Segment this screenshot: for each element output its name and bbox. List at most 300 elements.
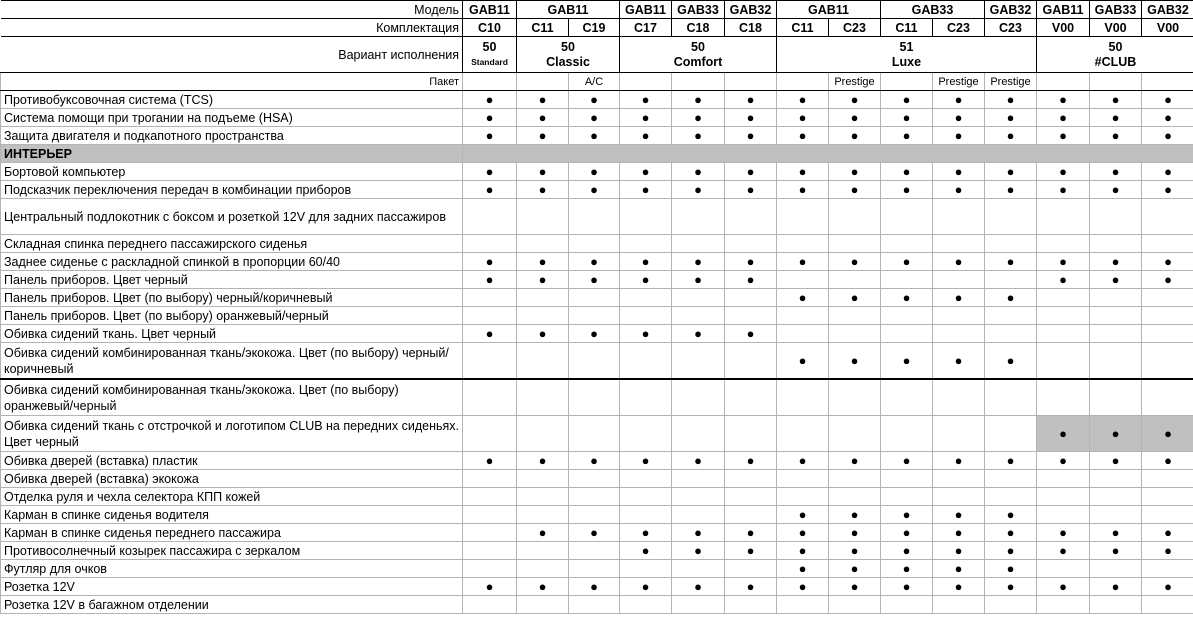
availability-dot: ● — [569, 163, 620, 181]
empty-cell — [725, 488, 777, 506]
empty-cell — [569, 307, 620, 325]
table-row — [1, 307, 1193, 325]
availability-dot: ● — [1090, 578, 1142, 596]
empty-cell — [463, 307, 517, 325]
availability-dot: ● — [620, 542, 672, 560]
availability-dot: ● — [985, 109, 1037, 127]
empty-cell — [620, 235, 672, 253]
model-cell: GAB11 — [777, 1, 881, 19]
empty-cell — [672, 560, 725, 578]
availability-dot: ● — [933, 578, 985, 596]
model-cell: GAB11 — [620, 1, 672, 19]
availability-dot: ● — [1090, 127, 1142, 145]
empty-cell — [725, 307, 777, 325]
empty-cell — [620, 506, 672, 524]
empty-cell — [881, 488, 933, 506]
empty-cell — [1090, 506, 1142, 524]
availability-dot: ● — [725, 163, 777, 181]
table-row — [1, 596, 1193, 614]
empty-cell — [463, 416, 517, 452]
empty-cell — [985, 596, 1037, 614]
availability-dot: ● — [620, 109, 672, 127]
empty-cell — [1037, 325, 1090, 343]
variant-classic — [517, 37, 620, 73]
availability-dot: ● — [829, 524, 881, 542]
empty-cell — [933, 470, 985, 488]
empty-cell — [672, 307, 725, 325]
availability-dot: ● — [569, 253, 620, 271]
empty-cell — [1142, 199, 1193, 235]
availability-dot: ● — [1142, 542, 1193, 560]
feature-label: Складная спинка переднего пассажирского сиденья — [1, 235, 463, 253]
empty-cell — [1142, 596, 1193, 614]
empty-cell — [881, 325, 933, 343]
availability-dot: ● — [933, 343, 985, 380]
model-cell: GAB33 — [1090, 1, 1142, 19]
availability-dot: ● — [672, 91, 725, 109]
empty-cell — [829, 307, 881, 325]
empty-cell — [517, 379, 569, 416]
table-row — [1, 271, 1193, 289]
variant-name: Luxe — [891, 54, 922, 69]
availability-dot: ● — [463, 127, 517, 145]
empty-cell — [777, 199, 829, 235]
feature-label: Футляр для очков — [1, 560, 463, 578]
empty-cell — [1090, 307, 1142, 325]
model-cell: GAB11 — [517, 1, 620, 19]
trim-cell: V00 — [1142, 19, 1193, 37]
trim-cell: V00 — [1090, 19, 1142, 37]
availability-dot: ● — [1037, 452, 1090, 470]
availability-dot: ● — [1142, 163, 1193, 181]
table-row — [1, 506, 1193, 524]
table-row — [1, 470, 1193, 488]
feature-label: Защита двигателя и подкапотного пространства — [1, 127, 463, 145]
availability-dot: ● — [777, 578, 829, 596]
availability-dot: ● — [1142, 181, 1193, 199]
empty-cell — [517, 470, 569, 488]
availability-dot: ● — [933, 253, 985, 271]
availability-dot: ● — [933, 560, 985, 578]
availability-dot: ● — [1142, 91, 1193, 109]
availability-dot: ● — [1090, 271, 1142, 289]
availability-dot: ● — [569, 325, 620, 343]
empty-cell — [933, 596, 985, 614]
empty-cell — [1037, 488, 1090, 506]
package-cell: Prestige — [829, 73, 881, 91]
availability-dot: ● — [881, 578, 933, 596]
feature-label: Панель приборов. Цвет (по выбору) черный/коричневый — [1, 289, 463, 307]
empty-cell — [569, 199, 620, 235]
table-row — [1, 325, 1193, 343]
availability-dot: ● — [933, 181, 985, 199]
empty-cell — [517, 506, 569, 524]
empty-cell — [620, 379, 672, 416]
empty-cell — [569, 416, 620, 452]
empty-cell — [569, 488, 620, 506]
availability-dot: ● — [777, 109, 829, 127]
availability-dot: ● — [777, 542, 829, 560]
header-row-variant — [1, 37, 1193, 73]
availability-dot: ● — [672, 325, 725, 343]
availability-dot: ● — [1090, 452, 1142, 470]
availability-dot: ● — [569, 181, 620, 199]
empty-cell — [517, 199, 569, 235]
model-cell: GAB32 — [725, 1, 777, 19]
empty-cell — [463, 379, 517, 416]
empty-cell — [777, 235, 829, 253]
availability-dot: ● — [777, 91, 829, 109]
empty-cell — [1142, 307, 1193, 325]
availability-dot: ● — [829, 343, 881, 380]
section-row-interior — [1, 145, 1193, 163]
model-cell: GAB33 — [881, 1, 985, 19]
availability-dot: ● — [829, 452, 881, 470]
empty-cell — [569, 343, 620, 380]
availability-dot: ● — [725, 325, 777, 343]
empty-cell — [620, 488, 672, 506]
feature-label: Розетка 12V в багажном отделении — [1, 596, 463, 614]
empty-cell — [985, 488, 1037, 506]
feature-label: Противосолнечный козырек пассажира с зеркалом — [1, 542, 463, 560]
variant-luxe — [777, 37, 1037, 73]
availability-dot: ● — [569, 452, 620, 470]
availability-dot: ● — [777, 127, 829, 145]
variant-name: Standard — [471, 56, 508, 67]
table-row — [1, 379, 1193, 416]
empty-cell — [777, 379, 829, 416]
availability-dot: ● — [672, 109, 725, 127]
package-cell — [517, 73, 569, 91]
availability-dot: ● — [1090, 253, 1142, 271]
availability-dot: ● — [725, 524, 777, 542]
package-cell — [1090, 73, 1142, 91]
empty-cell — [985, 470, 1037, 488]
availability-dot: ● — [1090, 91, 1142, 109]
availability-dot: ● — [725, 271, 777, 289]
empty-cell — [620, 307, 672, 325]
empty-cell — [829, 325, 881, 343]
feature-label: Бортовой компьютер — [1, 163, 463, 181]
variant-standard — [463, 37, 517, 73]
availability-dot: ● — [933, 452, 985, 470]
empty-cell — [1142, 289, 1193, 307]
empty-cell — [672, 235, 725, 253]
variant-number: 50 — [561, 39, 575, 54]
table-row — [1, 163, 1193, 181]
variant-comfort — [620, 37, 777, 73]
table-row — [1, 416, 1193, 452]
empty-cell — [569, 470, 620, 488]
empty-cell — [1037, 289, 1090, 307]
availability-dot: ● — [463, 181, 517, 199]
availability-dot: ● — [1142, 253, 1193, 271]
feature-label: Подсказчик переключения передач в комбинации приборов — [1, 181, 463, 199]
empty-cell — [1090, 488, 1142, 506]
availability-dot: ● — [829, 542, 881, 560]
model-cell: GAB33 — [672, 1, 725, 19]
availability-dot: ● — [985, 452, 1037, 470]
availability-dot: ● — [517, 271, 569, 289]
availability-dot: ● — [1090, 163, 1142, 181]
empty-cell — [725, 289, 777, 307]
availability-dot: ● — [725, 181, 777, 199]
table-row — [1, 127, 1193, 145]
availability-dot: ● — [672, 181, 725, 199]
availability-dot: ● — [985, 506, 1037, 524]
empty-cell — [672, 199, 725, 235]
availability-dot: ● — [881, 343, 933, 380]
availability-dot: ● — [1090, 542, 1142, 560]
availability-dot: ● — [1037, 524, 1090, 542]
feature-label: Розетка 12V — [1, 578, 463, 596]
availability-dot: ● — [1142, 452, 1193, 470]
empty-cell — [933, 379, 985, 416]
trim-cell: C18 — [672, 19, 725, 37]
empty-cell — [1090, 596, 1142, 614]
variant-name: #CLUB — [1094, 54, 1137, 69]
empty-cell — [829, 379, 881, 416]
availability-dot: ● — [672, 127, 725, 145]
availability-dot: ● — [985, 560, 1037, 578]
empty-cell — [829, 470, 881, 488]
variant-number: 50 — [1108, 39, 1123, 54]
availability-dot: ● — [569, 127, 620, 145]
package-cell — [672, 73, 725, 91]
empty-cell — [1090, 470, 1142, 488]
availability-dot: ● — [829, 560, 881, 578]
trim-cell: C19 — [569, 19, 620, 37]
availability-dot: ● — [881, 560, 933, 578]
availability-dot: ● — [1037, 578, 1090, 596]
availability-dot: ● — [672, 542, 725, 560]
empty-cell — [933, 307, 985, 325]
availability-dot: ● — [672, 578, 725, 596]
availability-dot: ● — [672, 163, 725, 181]
availability-dot: ● — [933, 506, 985, 524]
empty-cell — [1090, 325, 1142, 343]
availability-dot: ● — [463, 271, 517, 289]
empty-cell — [985, 325, 1037, 343]
package-cell: Prestige — [985, 73, 1037, 91]
availability-dot: ● — [881, 452, 933, 470]
availability-dot: ● — [829, 109, 881, 127]
availability-dot: ● — [1037, 271, 1090, 289]
availability-dot: ● — [517, 524, 569, 542]
availability-dot: ● — [829, 578, 881, 596]
availability-dot: ● — [985, 91, 1037, 109]
empty-cell — [620, 596, 672, 614]
empty-cell — [1037, 596, 1090, 614]
trim-cell: C11 — [517, 19, 569, 37]
availability-dot: ● — [517, 578, 569, 596]
feature-label: Заднее сиденье с раскладной спинкой в пропорции 60/40 — [1, 253, 463, 271]
availability-dot: ● — [463, 578, 517, 596]
availability-dot: ● — [672, 452, 725, 470]
empty-cell — [620, 343, 672, 380]
package-cell — [1037, 73, 1090, 91]
availability-dot: ● — [620, 181, 672, 199]
empty-cell — [777, 470, 829, 488]
empty-cell — [620, 416, 672, 452]
empty-cell — [620, 560, 672, 578]
availability-dot: ● — [881, 542, 933, 560]
availability-dot: ● — [1142, 416, 1193, 452]
availability-dot: ● — [517, 181, 569, 199]
feature-label: Обивка сидений комбинированная ткань/экокожа. Цвет (по выбору) черный/коричневый — [1, 343, 463, 380]
empty-cell — [933, 325, 985, 343]
availability-dot: ● — [881, 109, 933, 127]
availability-dot: ● — [985, 343, 1037, 380]
availability-dot: ● — [1037, 416, 1090, 452]
availability-dot: ● — [463, 253, 517, 271]
trim-label: Комплектация — [1, 19, 463, 37]
empty-cell — [463, 506, 517, 524]
empty-cell — [985, 199, 1037, 235]
trim-cell: C11 — [881, 19, 933, 37]
availability-dot: ● — [829, 253, 881, 271]
empty-cell — [620, 289, 672, 307]
table-row — [1, 488, 1193, 506]
empty-cell — [672, 416, 725, 452]
empty-cell — [777, 416, 829, 452]
empty-cell — [517, 289, 569, 307]
empty-cell — [881, 379, 933, 416]
empty-cell — [829, 199, 881, 235]
package-cell — [725, 73, 777, 91]
empty-cell — [725, 379, 777, 416]
model-cell: GAB11 — [463, 1, 517, 19]
empty-cell — [463, 542, 517, 560]
empty-cell — [881, 271, 933, 289]
availability-dot: ● — [620, 127, 672, 145]
feature-label: Обивка сидений комбинированная ткань/экокожа. Цвет (по выбору) оранжевый/черный — [1, 379, 463, 416]
availability-dot: ● — [777, 289, 829, 307]
variant-name: Comfort — [673, 54, 723, 69]
empty-cell — [672, 343, 725, 380]
empty-cell — [985, 271, 1037, 289]
variant-label: Вариант исполнения — [1, 37, 463, 73]
availability-dot: ● — [777, 506, 829, 524]
empty-cell — [569, 596, 620, 614]
empty-cell — [725, 199, 777, 235]
model-cell: GAB11 — [1037, 1, 1090, 19]
availability-dot: ● — [1142, 578, 1193, 596]
trim-cell: C17 — [620, 19, 672, 37]
table-row — [1, 253, 1193, 271]
empty-cell — [1037, 470, 1090, 488]
table-row — [1, 235, 1193, 253]
empty-cell — [463, 199, 517, 235]
empty-cell — [1142, 560, 1193, 578]
package-cell: A/C — [569, 73, 620, 91]
availability-dot: ● — [620, 578, 672, 596]
availability-dot: ● — [569, 91, 620, 109]
empty-cell — [463, 470, 517, 488]
header-row-package — [1, 73, 1193, 91]
availability-dot: ● — [620, 271, 672, 289]
trim-cell: C23 — [933, 19, 985, 37]
empty-cell — [1037, 379, 1090, 416]
empty-cell — [829, 271, 881, 289]
availability-dot: ● — [829, 163, 881, 181]
availability-dot: ● — [985, 542, 1037, 560]
empty-cell — [933, 488, 985, 506]
trim-cell: C23 — [985, 19, 1037, 37]
empty-cell — [569, 235, 620, 253]
empty-cell — [881, 470, 933, 488]
empty-cell — [569, 379, 620, 416]
trim-cell: C10 — [463, 19, 517, 37]
availability-dot: ● — [881, 524, 933, 542]
availability-dot: ● — [517, 163, 569, 181]
empty-cell — [1142, 343, 1193, 380]
availability-dot: ● — [777, 181, 829, 199]
availability-dot: ● — [620, 325, 672, 343]
empty-cell — [517, 560, 569, 578]
availability-dot: ● — [725, 109, 777, 127]
availability-dot: ● — [777, 253, 829, 271]
availability-dot: ● — [933, 524, 985, 542]
availability-dot: ● — [829, 91, 881, 109]
availability-dot: ● — [933, 163, 985, 181]
availability-dot: ● — [985, 127, 1037, 145]
empty-cell — [829, 596, 881, 614]
feature-label: Обивка дверей (вставка) экокожа — [1, 470, 463, 488]
empty-cell — [1090, 379, 1142, 416]
availability-dot: ● — [881, 91, 933, 109]
availability-dot: ● — [933, 289, 985, 307]
empty-cell — [517, 488, 569, 506]
availability-dot: ● — [620, 91, 672, 109]
availability-dot: ● — [672, 524, 725, 542]
table-row — [1, 199, 1193, 235]
availability-dot: ● — [985, 163, 1037, 181]
empty-cell — [517, 235, 569, 253]
availability-dot: ● — [517, 127, 569, 145]
availability-dot: ● — [725, 452, 777, 470]
availability-dot: ● — [517, 452, 569, 470]
package-cell — [463, 73, 517, 91]
availability-dot: ● — [725, 253, 777, 271]
availability-dot: ● — [1037, 542, 1090, 560]
availability-dot: ● — [777, 524, 829, 542]
empty-cell — [1037, 506, 1090, 524]
availability-dot: ● — [777, 560, 829, 578]
empty-cell — [1037, 343, 1090, 380]
empty-cell — [1142, 470, 1193, 488]
availability-dot: ● — [1037, 127, 1090, 145]
empty-cell — [463, 289, 517, 307]
empty-cell — [672, 379, 725, 416]
table-row — [1, 578, 1193, 596]
section-fill — [463, 145, 1193, 163]
empty-cell — [985, 307, 1037, 325]
empty-cell — [569, 506, 620, 524]
empty-cell — [517, 542, 569, 560]
availability-dot: ● — [829, 506, 881, 524]
empty-cell — [777, 271, 829, 289]
availability-dot: ● — [881, 127, 933, 145]
empty-cell — [933, 199, 985, 235]
feature-label: Противобуксовочная система (TCS) — [1, 91, 463, 109]
empty-cell — [517, 307, 569, 325]
section-heading: ИНТЕРЬЕР — [1, 145, 463, 163]
availability-dot: ● — [620, 452, 672, 470]
availability-dot: ● — [569, 578, 620, 596]
availability-dot: ● — [777, 452, 829, 470]
package-cell — [777, 73, 829, 91]
